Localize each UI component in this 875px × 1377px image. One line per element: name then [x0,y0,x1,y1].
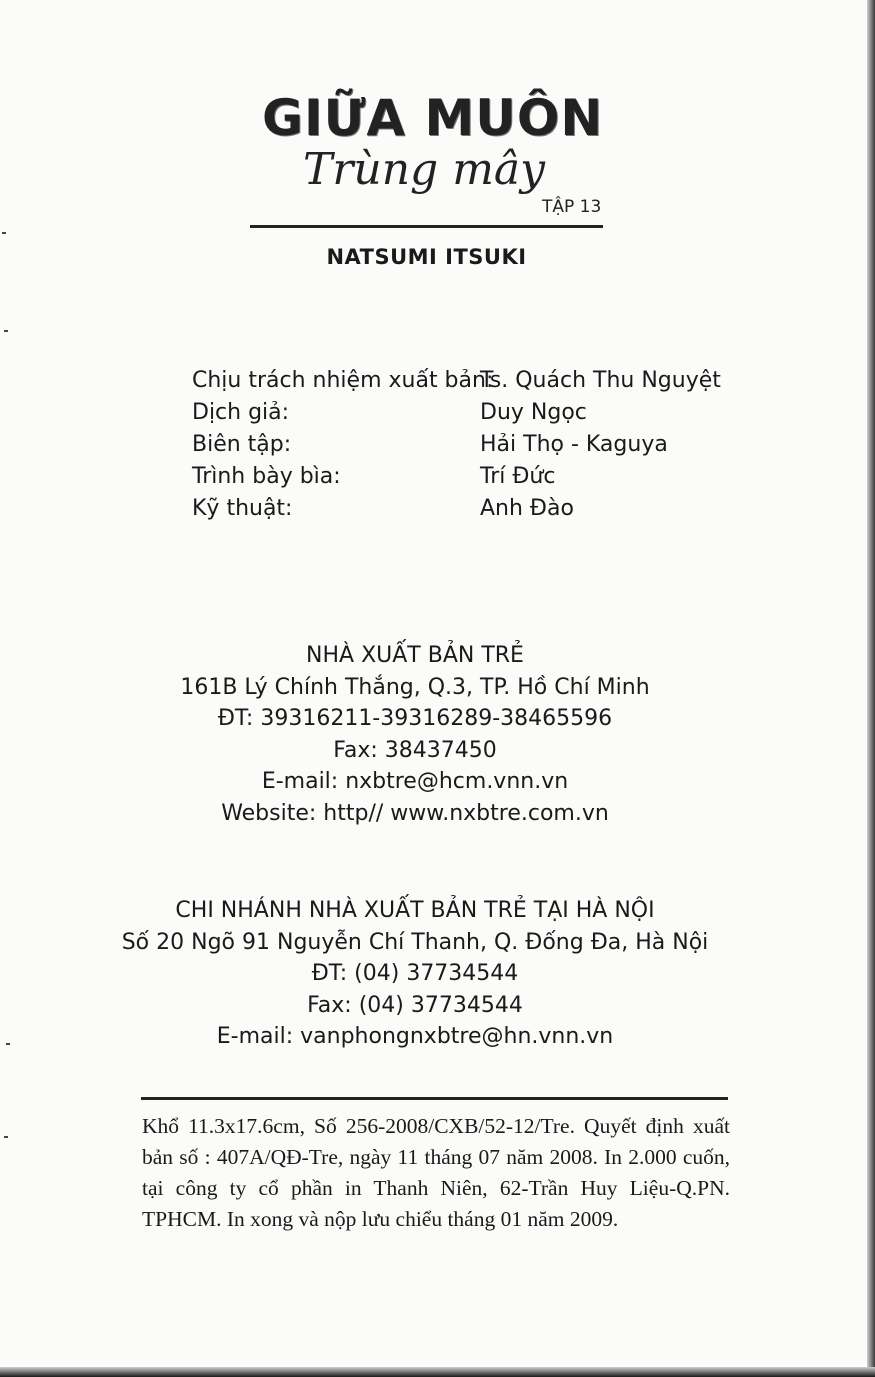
credit-role: Chịu trách nhiệm xuất bản: [192,368,494,393]
author-name: NATSUMI ITSUKI [326,245,527,269]
credit-row [192,397,752,429]
title-divider [250,225,603,228]
branch-block [100,895,730,1053]
branch-name: CHI NHÁNH NHÀ XUẤT BẢN TRẺ TẠI HÀ NỘI [175,898,655,923]
publisher-phone: ĐT: 39316211-39316289-38465596 [217,706,613,731]
scan-speck [4,1136,8,1138]
title-logo-script: Trùng mây [303,144,546,195]
branch-email: E-mail: vanphongnxbtre@hn.vnn.vn [216,1024,614,1049]
credit-name: Ts. Quách Thu Nguyệt [480,368,721,393]
credit-name: Trí Đức [480,464,556,489]
credit-role: Trình bày bìa: [192,464,341,489]
branch-fax: Fax: (04) 37734544 [307,992,523,1018]
scan-speck [4,330,8,332]
publisher-website: Website: http// www.nxbtre.com.vn [221,800,609,826]
credit-name: Anh Đào [480,496,574,521]
publisher-email: E-mail: nxbtre@hcm.vnn.vn [261,769,569,794]
credit-name: Hải Thọ - Kaguya [480,432,668,457]
page-edge-bottom [0,1367,875,1377]
branch-address: Số 20 Ngõ 91 Nguyễn Chí Thanh, Q. Đống Đa, Hà Nội [121,929,709,955]
page-edge-right [867,0,875,1377]
publisher-block [100,640,730,829]
publisher-address: 161B Lý Chính Thắng, Q.3, TP. Hồ Chí Minh [180,674,650,700]
credit-role: Biên tập: [192,432,292,457]
footer-divider [141,1097,728,1100]
credit-name: Duy Ngọc [480,400,587,425]
credit-row [192,429,752,461]
publisher-name: NHÀ XUẤT BẢN TRẺ [306,643,524,668]
credit-row [192,493,752,525]
credit-role: Kỹ thuật: [192,496,293,521]
credits-list [192,365,752,525]
imprint-text: Khổ 11.3x17.6cm, Số 256-2008/CXB/52-12/Tre. Quyết định xuất bản số : 407A/QĐ-Tre, ngày 11 tháng 07 năm 2008. In 2.000 cuốn, tại công ty cổ phần in Thanh Niên, 62-Trần Huy Liệu-Q.PN. TPHCM. In xong và nộp lưu chiểu tháng 01 năm 2009. [142,1114,730,1231]
publisher-fax: Fax: 38437450 [333,737,497,763]
credit-row [192,365,752,397]
volume-label: TẬP 13 [542,197,602,217]
branch-phone: ĐT: (04) 37734544 [311,961,519,986]
credit-row [192,461,752,493]
title-logo-main: GIỮA MUÔN [262,89,604,147]
scan-speck [2,232,6,234]
credit-role: Dịch giả: [192,400,290,425]
scan-speck [6,1043,10,1045]
